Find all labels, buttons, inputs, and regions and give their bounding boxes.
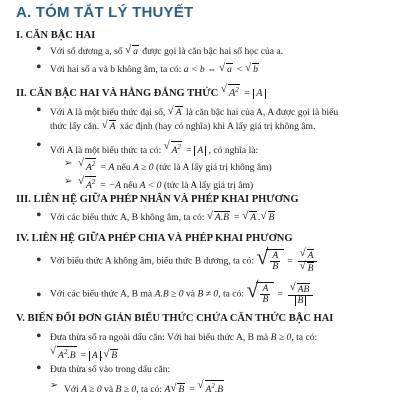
bullet-icon: • bbox=[36, 287, 42, 304]
arrow-bullet-icon: ➢ bbox=[50, 380, 59, 391]
bullet-icon: • bbox=[36, 207, 42, 224]
text-line: Với A là một biểu thức đại số, √ A là căn bậc hai của A, A được gọi là biểu bbox=[50, 106, 338, 119]
page-title: A. TÓM TẮT LÝ THUYẾT bbox=[16, 4, 194, 21]
bullet-icon: • bbox=[36, 137, 42, 154]
bullet-icon: • bbox=[36, 360, 42, 377]
formula-sqrt-a: √ a bbox=[125, 45, 139, 58]
text-line: Đưa thừa số ra ngoài dấu căn: Với hai biểu thức A, B mà B ≥ 0, ta có: bbox=[50, 332, 318, 343]
section-heading-4: IV. LIÊN HỆ GIỮA PHÉP CHIA VÀ PHÉP KHAI PHƯƠNG bbox=[16, 233, 293, 244]
bullet-icon: • bbox=[36, 252, 42, 269]
text-line: √ $A^2 = A$ nếu A ≥ 0 (tức là A lấy giá trị không âm) bbox=[78, 158, 272, 174]
section-heading-3: III. LIÊN HỆ GIỮA PHÉP NHÂN VÀ PHÉP KHAI PHƯƠNG bbox=[16, 194, 299, 205]
text-line: Với số dương a, số √ a được gọi là căn bậc hai số học của a. bbox=[50, 45, 283, 58]
text-line: Với các biểu thức A, B không âm, ta có: √ A.B = √ A .√ B bbox=[50, 211, 276, 224]
text-line: Đưa thừa số vào trong dấu căn: bbox=[50, 364, 171, 375]
text-line: thức lấy căn. √ A xác định (hay có nghĩa) khi A lấy giá trị không âm. bbox=[50, 120, 315, 133]
text-line: √ $A^2.B = A$ .√ B bbox=[50, 346, 119, 362]
bullet-icon: • bbox=[36, 41, 42, 58]
text-line: Với các biểu thức A, B mà A.B ≥ 0 và B ≠ 0, ta có: √ $\frac{A}{B}$ = √ $\frac{AB}{B}$ bbox=[50, 282, 315, 307]
bullet-icon: • bbox=[36, 59, 42, 76]
formula-inequality: a < b ⇔ √ a < √ b bbox=[184, 64, 260, 75]
text-line: Với A là một biểu thức ta có: √ $A^2 = A$ , có nghĩa là: bbox=[50, 141, 258, 157]
section-heading-5: V. BIẾN ĐỔI ĐƠN GIẢN BIỂU THỨC CHỨA CĂN THỨC BẬC HAI bbox=[16, 313, 334, 324]
arrow-bullet-icon: ➢ bbox=[64, 158, 73, 169]
section-heading-1: I. CĂN BẬC HAI bbox=[16, 30, 96, 41]
bullet-icon: • bbox=[36, 328, 42, 345]
arrow-bullet-icon: ➢ bbox=[64, 176, 73, 187]
text-line: Với A ≥ 0 và B ≥ 0, ta có: A√ B = √ $A^2.B$ bbox=[64, 380, 225, 396]
bullet-icon: • bbox=[36, 102, 42, 119]
formula-identity: √ $A^2 = A$ bbox=[221, 88, 266, 99]
text-line: √ $A^2 = -A$ nếu A < 0 (tức là A lấy giá trị âm) bbox=[78, 176, 253, 192]
text-line: Với biểu thức A không âm, biểu thức B dương, ta có: √ $\frac{A}{B}$ = √ A √ B bbox=[50, 249, 319, 274]
section-heading-2: II. CĂN BẬC HAI VÀ HẰNG ĐẲNG THỨC √ $A^2 = A$ bbox=[16, 84, 266, 99]
text-line: Với hai số a và b không âm, ta có: a < b ⇔ √ a < √ b bbox=[50, 63, 260, 76]
